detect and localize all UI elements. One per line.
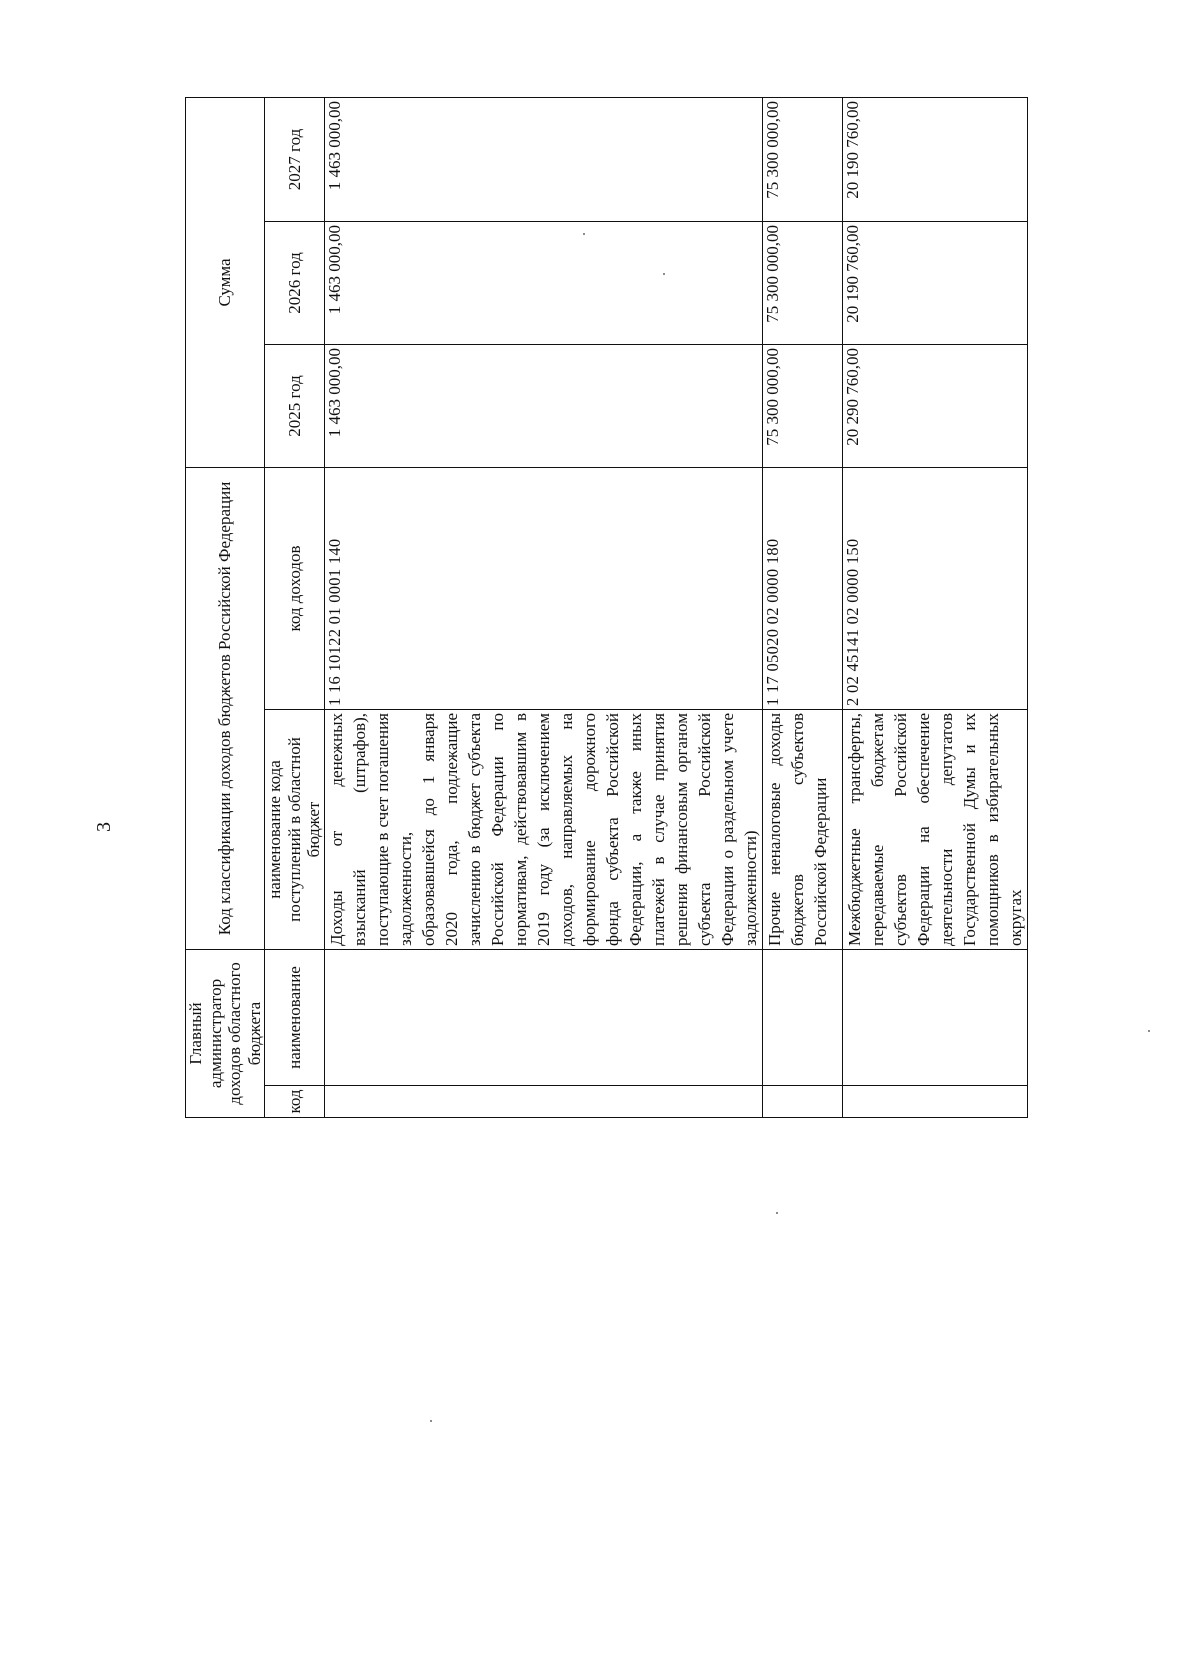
header-admin-group: Главный администратор доходов областного бюджета [186,950,265,1118]
header-year-2026: 2026 год [265,221,325,344]
row-sum-2026: 1 463 000,00 [324,221,762,344]
row-sum-2027: 20 190 760,00 [842,97,1027,221]
row-sum-2025: 20 290 760,00 [842,344,1027,467]
header-year-2025: 2025 год [265,344,325,467]
header-classification-group: Код классификации доходов бюджетов Российской Федерации [186,467,265,949]
row-sum-2025: 1 463 000,00 [324,344,762,467]
row-admin-name [842,950,1027,1086]
revenue-table [185,97,1028,1118]
row-income-name: Прочие неналоговые доходы бюджетов субъектов Российской Федерации [762,710,842,950]
row-sum-2027: 1 463 000,00 [324,97,762,221]
scan-speck [1148,1030,1150,1032]
header-income-code: код доходов [265,467,325,709]
row-income-name: Доходы от денежных взысканий (штрафов), поступающие в счет погашения задолженности, образовавшейся до 1 января 2020 года, подлежащие зачислению в бюджет субъекта Российской Федерации по нормативам, действовавшим в 2019 году (за исключением доходов, направляемых на формирование дорожного фонда субъекта Российской Федерации, а также иных платежей в случае принятия решения финансовым органом субъекта Российской Федерации о раздельном учете задолженности) [324,710,762,950]
scan-speck [430,1420,432,1422]
row-admin-code [324,1086,762,1118]
row-sum-2026: 20 190 760,00 [842,221,1027,344]
header-admin-name: наименование [265,950,325,1086]
row-admin-name [324,950,762,1086]
row-admin-code [762,1086,842,1118]
header-sum-group: Сумма [186,97,265,467]
table-row [762,97,842,1117]
row-income-code: 2 02 45141 02 0000 150 [842,467,1027,709]
scan-speck [776,1212,778,1214]
scan-speck [663,273,665,275]
scan-speck [583,233,585,235]
header-income-name: наименование кода поступлений в областной бюджет [265,710,325,950]
row-sum-2026: 75 300 000,00 [762,221,842,344]
row-admin-code [842,1086,1027,1118]
table-row [842,97,1027,1117]
row-income-name: Межбюджетные трансферты, передаваемые бюджетам субъектов Российской Федерации на обеспечение деятельности депутатов Государственной Думы и их помощников в избирательных округах [842,710,1027,950]
row-sum-2025: 75 300 000,00 [762,344,842,467]
header-admin-code: код [265,1086,325,1118]
row-sum-2027: 75 300 000,00 [762,97,842,221]
table-container [185,98,1025,1118]
table-row [324,97,762,1117]
row-admin-name [762,950,842,1086]
row-income-code: 1 16 10122 01 0001 140 [324,467,762,709]
page-number: 3 [93,822,115,832]
row-income-code: 1 17 05020 02 0000 180 [762,467,842,709]
header-year-2027: 2027 год [265,97,325,221]
